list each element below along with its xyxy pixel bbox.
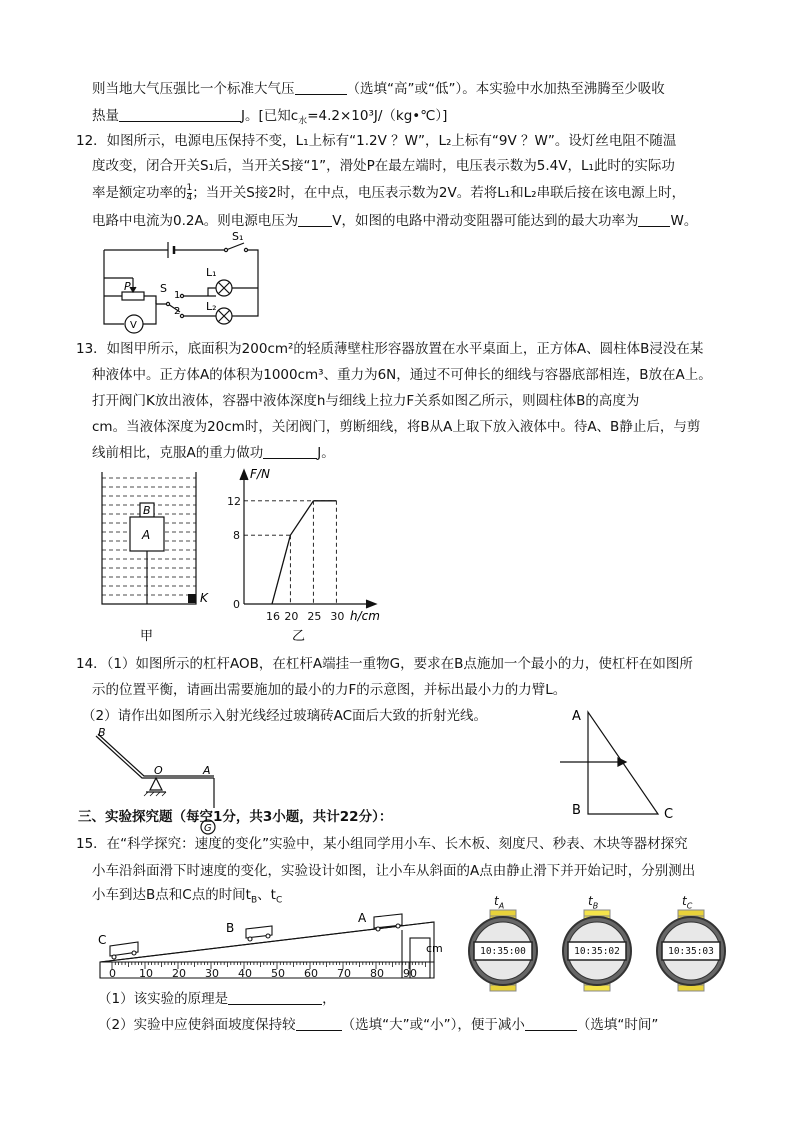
ruler-tick-label: 30 — [205, 967, 219, 980]
section3-title-b: 每空1分，共3小题，共计22分）： — [186, 809, 393, 825]
ruler-tick-label: 60 — [304, 967, 318, 980]
q12-frac-den: 4 — [186, 193, 193, 203]
lever-label-g: G — [204, 823, 212, 834]
q12-text-b: ；当开关S接2时，在中点，电压表示数为2V。若将L₁和L₂串联后接在该电源上时， — [192, 185, 686, 201]
prism-label-b: B — [572, 803, 581, 818]
q15-sub2-blank-2[interactable] — [525, 1016, 577, 1031]
q13-line5 — [92, 444, 335, 462]
q15-sub2-blank-1[interactable] — [296, 1016, 342, 1031]
q15-text-a: 小车到达B点和C点的时间t — [92, 887, 251, 903]
q12-text-d: V，如图的电路中滑动变阻器可能达到的最大功率为 — [332, 213, 639, 229]
stopwatch-label: $t_C$ — [682, 894, 693, 911]
ramp-label-a: A — [358, 911, 367, 925]
guide-lines — [244, 501, 336, 604]
q15-sub1-blank[interactable] — [228, 990, 322, 1005]
q15-line1: 15．在“科学探究：速度的变化”实验中，某小组同学用小车、长木板、刻度尺、秒表、木块等器材探究 — [76, 836, 688, 852]
series-segment — [272, 535, 290, 604]
q11-blank-2[interactable] — [119, 107, 241, 122]
q12-text-c: 电路中电流为0.2A。则电源电压为 — [92, 213, 299, 229]
q15-sub2-text-c: （选填“时间” — [576, 1017, 659, 1033]
series-segment — [290, 501, 313, 535]
prism-label-c: C — [664, 807, 674, 822]
y-axis-arrow — [240, 470, 248, 480]
q13-blank[interactable] — [263, 444, 317, 459]
fulcrum — [150, 778, 162, 790]
q15-sub2 — [98, 1016, 658, 1034]
y-tick-label: 0 — [233, 598, 240, 611]
wire-left — [104, 250, 124, 324]
q12-blank-2[interactable] — [638, 212, 670, 227]
q11-text-a: 则当地大气压强比一个标准大气压 — [92, 81, 295, 97]
q15-sub-b: B — [250, 895, 258, 906]
q11-text-b: （选填“高”或“低”）。本实验中水加热至沸腾至少吸收 — [346, 81, 665, 97]
ruler-tick-label: 80 — [370, 967, 384, 980]
ramp-label-c: C — [98, 933, 107, 947]
ruler-tick-label: 90 — [403, 967, 417, 980]
stopwatch-time: 10:35:02 — [574, 946, 620, 957]
q11-text-c: 热量 — [92, 108, 119, 124]
x-tick-label: 25 — [307, 610, 322, 623]
lever-label-b: B — [98, 728, 106, 739]
prism-figure — [560, 706, 680, 826]
q13-container-figure — [96, 470, 216, 650]
stopwatches — [460, 894, 740, 994]
q12-text-e: W。 — [670, 213, 698, 229]
q12-text-a: 率是额定功率的 — [92, 185, 187, 201]
section3-title — [78, 808, 392, 826]
ramp-label-b: B — [226, 921, 235, 935]
label-s: S — [160, 282, 167, 295]
q15-sub1 — [98, 990, 336, 1008]
q14-line3: （2）请作出如图所示入射光线经过玻璃砖AC面后大致的折射光线。 — [82, 708, 488, 724]
label-l2: L₂ — [206, 300, 217, 313]
q11-line1 — [92, 80, 665, 98]
stopwatch — [648, 894, 734, 994]
label-p: P — [124, 280, 131, 293]
label-contact-1: 1 — [174, 290, 181, 301]
q11-text-e: =4.2×10³J/（kg•℃）] — [307, 108, 448, 124]
q11-blank-1[interactable] — [295, 80, 347, 95]
valve-k — [188, 594, 196, 603]
q11-line2 — [92, 107, 447, 131]
q15-sub-c: C — [275, 895, 283, 906]
data-series — [272, 501, 336, 604]
wire-right — [236, 250, 258, 316]
label-b: B — [143, 504, 151, 517]
q12-frac-num: 1 — [186, 183, 193, 193]
stopwatch-time: 10:35:03 — [668, 946, 714, 957]
ruler-tick-label: 10 — [139, 967, 153, 980]
q13-line3: 打开阀门K放出液体，容器中液体深度h与细线上拉力F关系如图乙所示，则圆柱体B的高度为 — [92, 393, 640, 409]
y-axis-label: F/N — [250, 467, 270, 481]
q15-sub2-text-a: （2）实验中应使斜面坡度保持较 — [98, 1017, 296, 1033]
label-v: V — [130, 320, 137, 331]
q15-sub2-text-b: （选填“大”或“小”），便于减小 — [341, 1017, 525, 1033]
stopwatch — [554, 894, 640, 994]
q14-line2: 示的位置平衡，请画出需要施加的最小的力F的示意图，并标出最小力的力臂L。 — [92, 682, 567, 698]
caption-jia: 甲 — [140, 629, 154, 644]
lever-label-o: O — [154, 764, 163, 777]
ruler-tick-label: 0 — [109, 967, 116, 980]
q15-sub1-end: ， — [322, 991, 336, 1007]
q11-text-d: J。[已知c — [241, 108, 299, 124]
ruler-tick-label: 20 — [172, 967, 186, 980]
x-axis-label: h/cm — [350, 609, 380, 623]
q11-sub-water: 水 — [298, 116, 308, 127]
label-k: K — [200, 591, 208, 605]
q12-blank-1[interactable] — [298, 212, 332, 227]
q12-circuit-diagram — [96, 228, 266, 336]
q15-text-b: 、t — [257, 887, 276, 903]
section3-title-a: 三、实验探究题（ — [78, 809, 186, 825]
stopwatch-label: $t_B$ — [588, 894, 599, 911]
label-a: A — [142, 528, 151, 542]
label-l1: L₁ — [206, 266, 217, 279]
caption-yi: 乙 — [292, 629, 306, 644]
label-s1: S₁ — [232, 230, 244, 243]
ramp-figure — [92, 900, 452, 984]
x-axis-arrow — [366, 600, 376, 608]
lever-label-a: A — [203, 764, 211, 777]
stopwatch-label: $t_A$ — [494, 894, 505, 911]
stopwatch — [460, 894, 546, 994]
q12-line3 — [92, 184, 685, 203]
x-tick-label: 30 — [330, 610, 345, 623]
q13-text-b: J。 — [317, 445, 335, 461]
q15-sub1-text: （1）该实验的原理是 — [98, 991, 229, 1007]
q13-line2: 种液体中。正方体A的体积为1000cm³、重力为6N，通过不可伸长的细线与容器底部相连，B放在A上。 — [92, 367, 712, 383]
x-tick-label: 16 — [266, 610, 280, 623]
q13-line4: cm。当液体深度为20cm时，关闭阀门，剪断细线，将B从A上取下放入液体中。待A、B静止后，与剪 — [92, 419, 701, 435]
q15-line2: 小车沿斜面滑下时速度的变化，实验设计如图，让小车从斜面的A点由静止滑下并开始记时，分别测出 — [92, 863, 696, 879]
ruler-tick-label: 50 — [271, 967, 285, 980]
ruler-tick-label: 70 — [337, 967, 351, 980]
rheostat-body — [122, 292, 144, 300]
stopwatch-time: 10:35:00 — [480, 946, 526, 957]
x-tick-label: 20 — [284, 610, 299, 623]
q13-line1: 13．如图甲所示，底面积为200cm²的轻质薄壁柱形容器放置在水平桌面上，正方体A、圆柱体B浸没在某 — [76, 341, 704, 357]
switch-s1-blade — [226, 243, 244, 250]
q13-text-a: 线前相比，克服A的重力做功 — [92, 445, 264, 461]
ruler-tick-label: 40 — [238, 967, 252, 980]
y-tick-label: 8 — [233, 529, 240, 543]
prism-label-a: A — [572, 709, 581, 724]
y-tick-label: 12 — [227, 494, 241, 508]
q12-line2: 度改变，闭合开关S₁后，当开关S接“1”，滑处P在最左端时，电压表示数为5.4V，L₁此时的实际功 — [92, 158, 675, 174]
q13-force-depth-graph — [222, 464, 392, 646]
q12-line1: 12．如图所示，电源电压保持不变，L₁上标有“1.2V ？W”，L₂上标有“9V ？W”。设灯丝电阻不随温 — [76, 133, 677, 149]
label-contact-2: 2 — [174, 306, 181, 317]
ramp-unit: cm — [426, 942, 443, 955]
q14-line1: 14．（1）如图所示的杠杆AOB，在杠杆A端挂一重物G，要求在B点施加一个最小的力，使杠杆在如图所 — [76, 656, 693, 672]
